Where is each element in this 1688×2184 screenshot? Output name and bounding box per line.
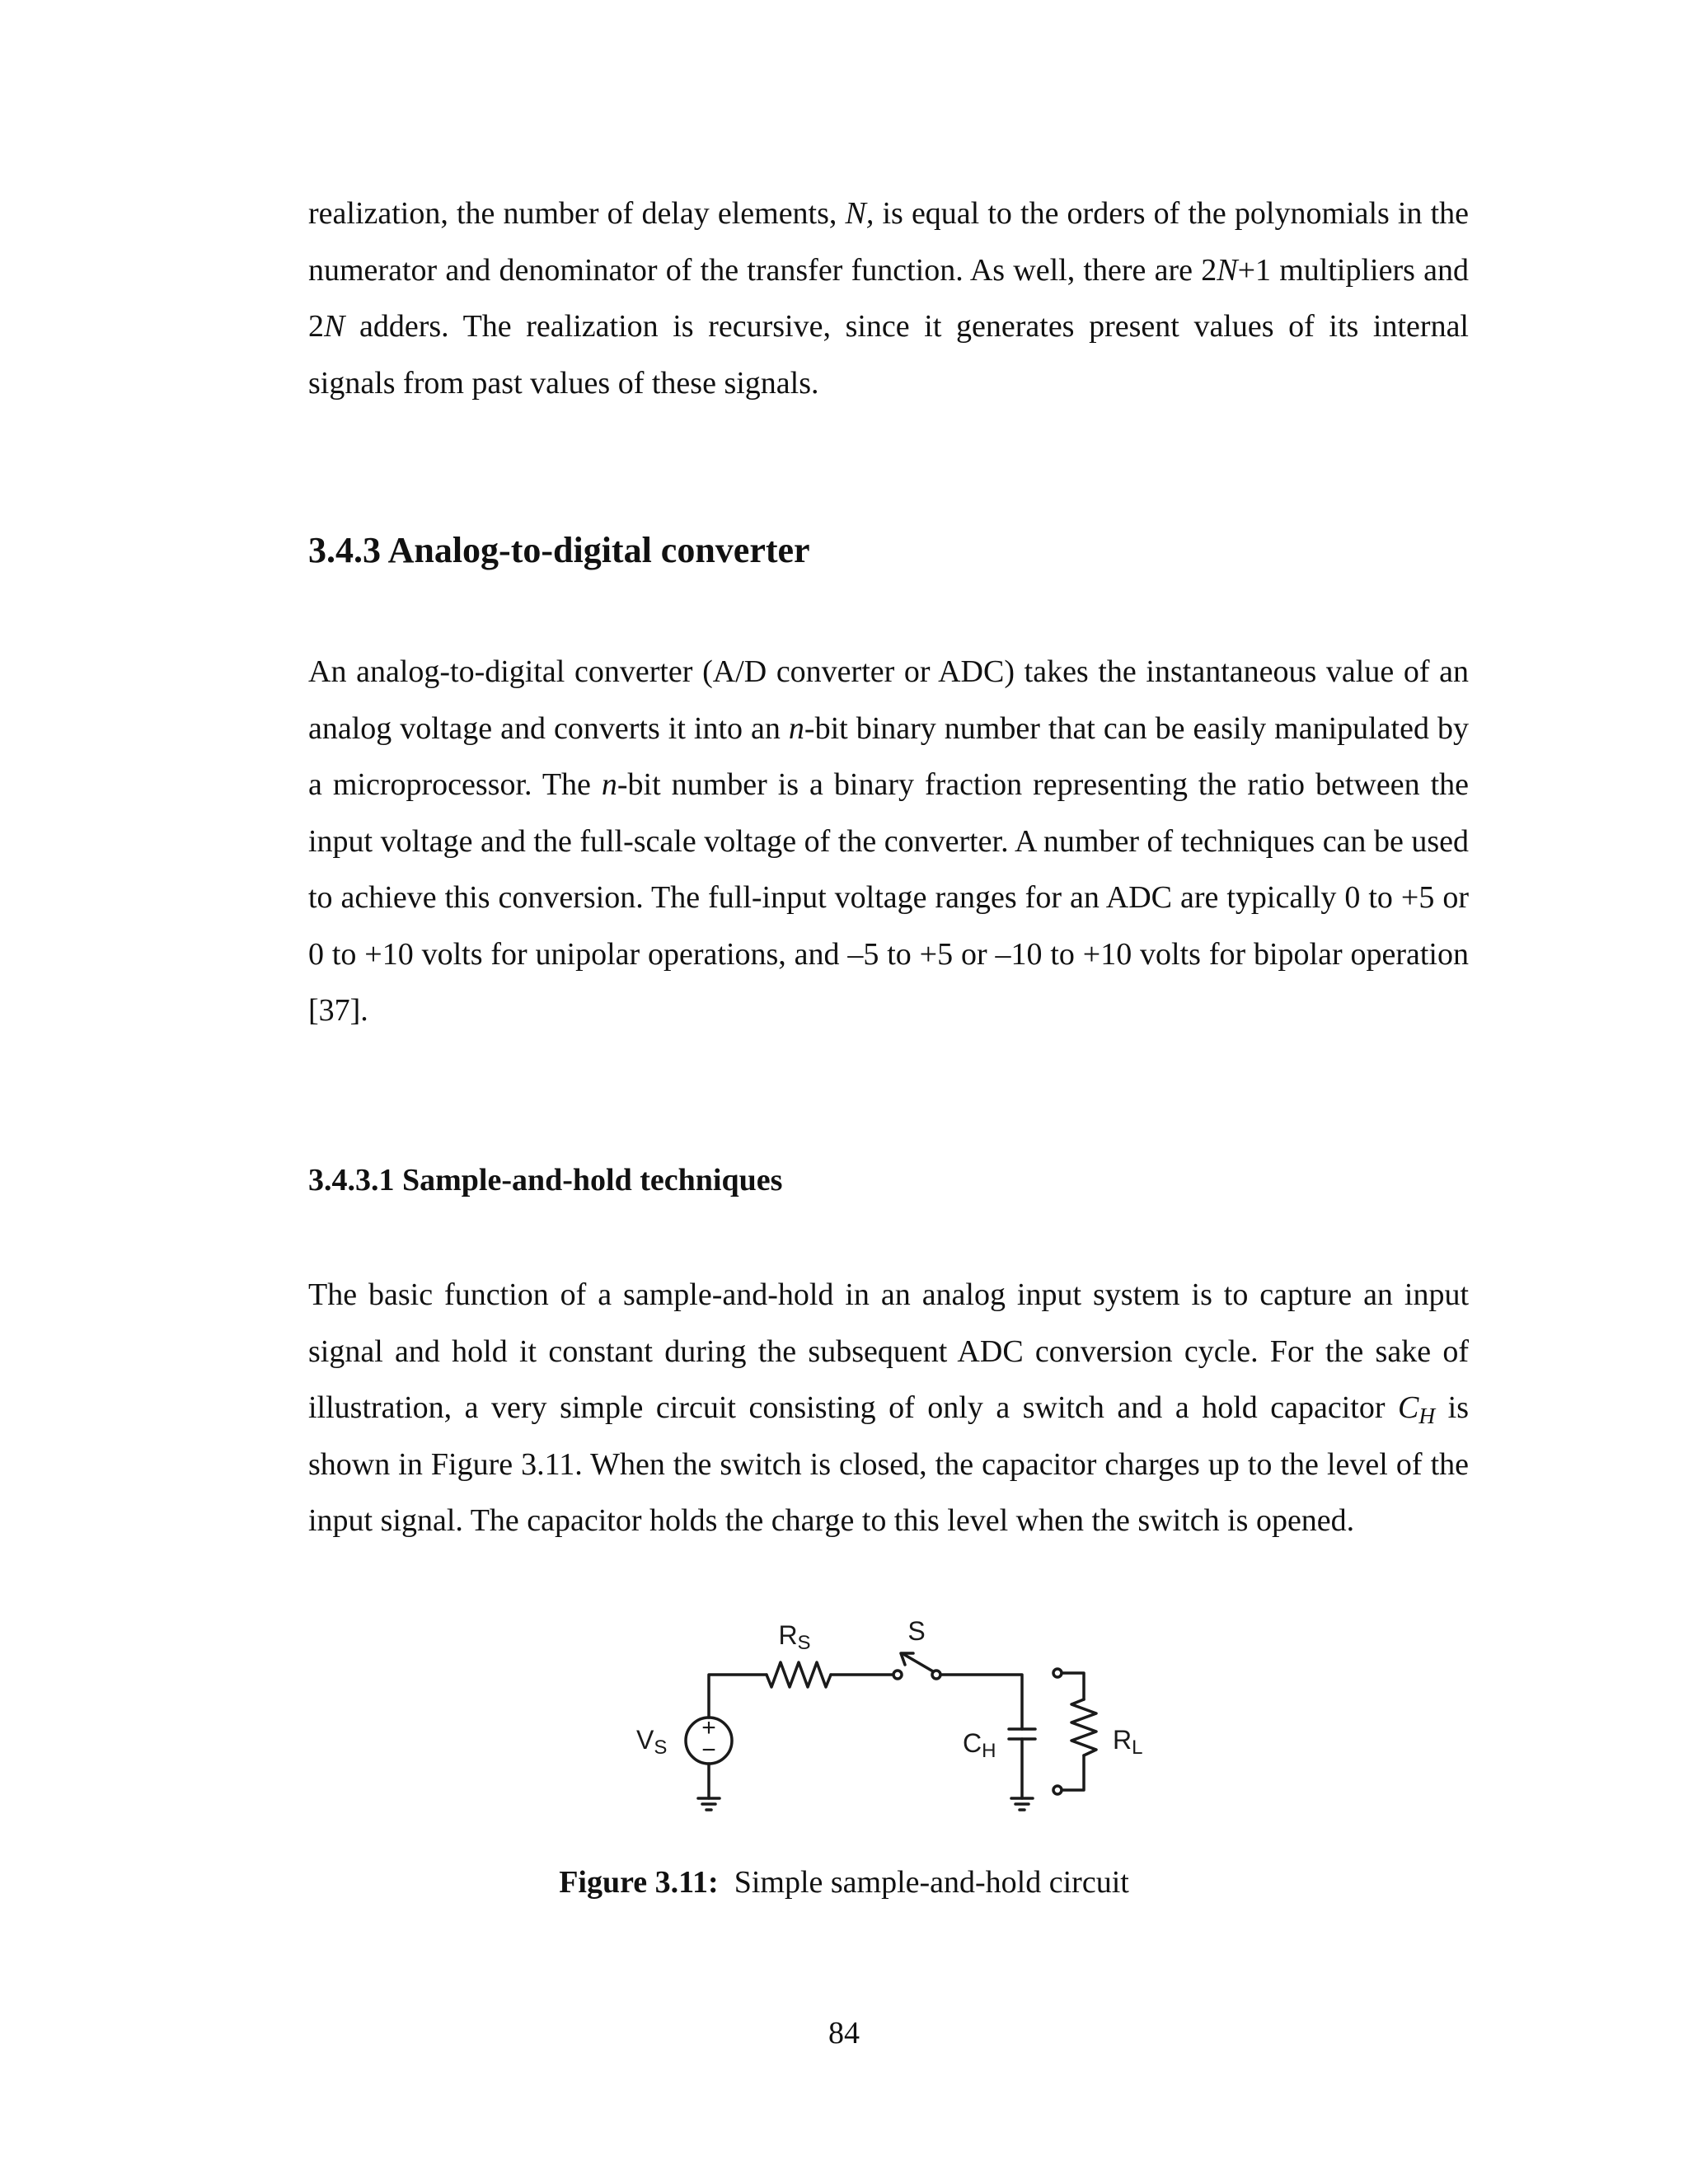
text-span: is shown in Figure 3.11. When the switch is closed, the capacitor charges up to the level of the input signal. The capacitor holds the charge to this level when the switch is opened. bbox=[308, 1390, 1469, 1538]
switch-icon bbox=[893, 1653, 940, 1679]
ground-icon-right bbox=[1011, 1798, 1033, 1810]
text-span: +1 multipliers and 2 bbox=[308, 252, 1469, 344]
text-span: -bit binary number that can be easily manipulated by a microprocessor. The bbox=[308, 710, 1469, 802]
label-main: C bbox=[963, 1728, 982, 1758]
caption-text: Simple sample-and-hold circuit bbox=[734, 1865, 1129, 1900]
text-span: C bbox=[1398, 1390, 1419, 1425]
page-number: 84 bbox=[828, 2016, 860, 2050]
italic-variable: n bbox=[601, 767, 617, 802]
label-main: R bbox=[1113, 1725, 1132, 1755]
vs-label bbox=[636, 1725, 667, 1759]
italic-variable: N, bbox=[845, 196, 874, 231]
body-paragraph-1 bbox=[308, 185, 1469, 411]
text-span: realization, the number of delay elements, bbox=[308, 196, 846, 231]
rl-label bbox=[1113, 1725, 1142, 1759]
source-wires bbox=[709, 1675, 767, 1798]
label-main: R bbox=[778, 1620, 798, 1650]
wire-to-capacitor bbox=[940, 1675, 1022, 1729]
italic-variable: n bbox=[788, 710, 804, 746]
s-label: S bbox=[907, 1616, 926, 1646]
capacitor-icon bbox=[1009, 1729, 1035, 1798]
plus-sign: + bbox=[701, 1714, 716, 1741]
text-span: The basic function of a sample-and-hold in an analog input system is to capture an input signal and hold it constant during the subsequent ADC conversion cycle. For the sake of illustration, a very simple circuit consisting of only a switch and a hold capacitor bbox=[308, 1277, 1469, 1425]
label-subscript: S bbox=[797, 1632, 811, 1654]
text-span: -bit number is a binary fraction representing the ratio between the input voltage and the full-scale voltage of the converter. A number of techniques can be used to achieve this conversion. The full-input voltage ranges for an ADC are typically 0 to +5 or 0 to +10 volts for unipolar operations, and –5 to +5 or –10 to +10 volts for bipolar operation [37]. bbox=[308, 767, 1469, 1028]
minus-sign: − bbox=[701, 1736, 716, 1764]
text-span: An analog-to-digital converter (A/D converter or ADC) takes the instantaneous value of an analog voltage and converts it into an bbox=[308, 654, 1469, 746]
capacitor-symbol bbox=[1398, 1390, 1436, 1428]
voltage-source-icon bbox=[686, 1714, 732, 1764]
body-paragraph-3 bbox=[308, 1267, 1469, 1549]
text-span: is equal to the orders of the polynomials in the numerator and denominator of the transfer function. As well, there are 2 bbox=[308, 196, 1469, 288]
label-main: V bbox=[636, 1725, 654, 1755]
label-subscript: L bbox=[1132, 1736, 1143, 1759]
ch-label bbox=[963, 1728, 996, 1762]
italic-variable: N bbox=[324, 309, 345, 344]
caption-label: Figure 3.11: bbox=[559, 1865, 719, 1900]
figure-caption bbox=[0, 1864, 1688, 1900]
load-resistor-icon bbox=[1053, 1669, 1096, 1794]
subsection-heading: 3.4.3.1 Sample-and-hold techniques bbox=[308, 1163, 783, 1197]
label-subscript: H bbox=[982, 1740, 996, 1762]
rs-label bbox=[778, 1620, 810, 1654]
subscript: H bbox=[1418, 1403, 1436, 1428]
label-subscript: S bbox=[654, 1736, 668, 1759]
sample-and-hold-circuit-diagram bbox=[610, 1607, 1170, 1834]
text-span: adders. The realization is recursive, since it generates present values of its internal signals from past values of these signals. bbox=[308, 309, 1469, 401]
series-resistor-icon bbox=[767, 1662, 831, 1687]
italic-variable: N bbox=[1217, 252, 1238, 288]
section-heading: 3.4.3 Analog-to-digital converter bbox=[308, 530, 810, 570]
body-paragraph-2 bbox=[308, 644, 1469, 1039]
ground-icon-left bbox=[698, 1798, 720, 1810]
